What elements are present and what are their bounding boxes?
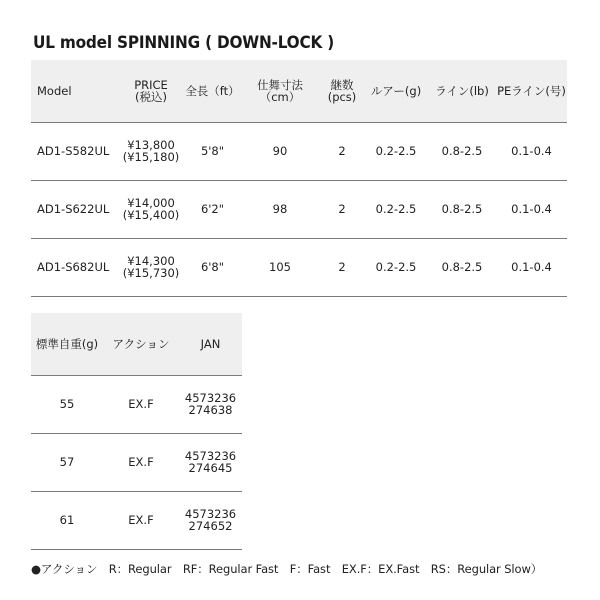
length-cell: 6'8" <box>200 259 225 274</box>
jan-part-2: 274638 <box>188 403 233 417</box>
header-pieces <box>320 60 364 122</box>
header-pieces-label: 継数 <box>330 77 354 92</box>
lure-cell: 0.2-2.5 <box>375 259 417 274</box>
header-price-label: PRICE <box>134 77 168 92</box>
weight-cell: 61 <box>59 512 75 527</box>
weight-table <box>31 313 242 550</box>
price-cell <box>117 180 185 238</box>
pe-line-cell: 0.1-0.4 <box>511 201 552 216</box>
line-cell: 0.8-2.5 <box>441 143 483 158</box>
closed-length-cell: 105 <box>269 259 291 274</box>
length-cell: 5'8" <box>200 143 225 158</box>
weight-cell: 57 <box>59 454 75 469</box>
header-closed-length: 仕舞寸法（cm） <box>240 60 320 122</box>
model-cell: AD1-S622UL <box>37 201 110 216</box>
header-pe-line: PEライン(号) <box>496 60 567 122</box>
price-cell <box>117 238 185 296</box>
spec-table-header <box>31 60 567 122</box>
pieces-cell: 2 <box>338 143 346 158</box>
spec-table <box>31 60 567 297</box>
pe-line-cell: 0.1-0.4 <box>511 259 552 274</box>
price-value: ¥14,300 <box>127 253 175 268</box>
closed-length-cell: 98 <box>272 201 288 216</box>
closed-length-cell: 90 <box>272 143 288 158</box>
header-model: Model <box>31 60 117 122</box>
action-cell: EX.F <box>128 396 154 411</box>
price-value: ¥14,000 <box>127 195 175 210</box>
header-pieces-unit: (pcs) <box>327 89 357 104</box>
weight-cell: 55 <box>59 396 75 411</box>
header-weight: 標準自重(g) <box>31 313 103 375</box>
model-cell: AD1-S682UL <box>37 259 110 274</box>
page-title: UL model SPINNING ( DOWN-LOCK ) <box>33 33 335 53</box>
price-value: ¥13,800 <box>127 137 175 152</box>
pe-line-cell: 0.1-0.4 <box>511 143 552 158</box>
line-cell: 0.8-2.5 <box>441 259 483 274</box>
header-length: 全長（ft） <box>185 60 240 122</box>
header-price-tax-label: (税込) <box>135 89 167 104</box>
header-jan: JAN <box>179 313 242 375</box>
header-lure: ルアー(g) <box>364 60 428 122</box>
length-cell: 6'2" <box>200 201 225 216</box>
pieces-cell: 2 <box>338 259 346 274</box>
jan-part-1: 4573236 <box>184 448 237 463</box>
table-row <box>31 122 567 180</box>
jan-cell <box>179 375 242 433</box>
table-row <box>31 180 567 238</box>
jan-cell <box>179 491 242 549</box>
jan-part-1: 4573236 <box>184 390 237 405</box>
jan-part-2: 274645 <box>188 461 233 475</box>
lure-cell: 0.2-2.5 <box>375 143 417 158</box>
table-row <box>31 433 242 491</box>
action-legend-footnote: ●アクション R：Regular RF：Regular Fast F：Fast EX.F：EX.Fast RS：Regular Slow） <box>31 562 543 576</box>
price-tax-value: (¥15,400) <box>122 208 180 222</box>
table-row <box>31 238 567 296</box>
price-tax-value: (¥15,730) <box>122 266 180 280</box>
header-price <box>117 60 185 122</box>
header-line: ライン(lb) <box>428 60 496 122</box>
header-action: アクション <box>103 313 179 375</box>
weight-table-header <box>31 313 242 375</box>
pieces-cell: 2 <box>338 201 346 216</box>
line-cell: 0.8-2.5 <box>441 201 483 216</box>
action-cell: EX.F <box>128 454 154 469</box>
action-cell: EX.F <box>128 512 154 527</box>
model-cell: AD1-S582UL <box>37 143 110 158</box>
price-tax-value: (¥15,180) <box>122 150 180 164</box>
table-row <box>31 375 242 433</box>
table-row <box>31 491 242 549</box>
jan-part-1: 4573236 <box>184 506 237 521</box>
lure-cell: 0.2-2.5 <box>375 201 417 216</box>
jan-cell <box>179 433 242 491</box>
jan-part-2: 274652 <box>188 519 233 533</box>
price-cell <box>117 122 185 180</box>
